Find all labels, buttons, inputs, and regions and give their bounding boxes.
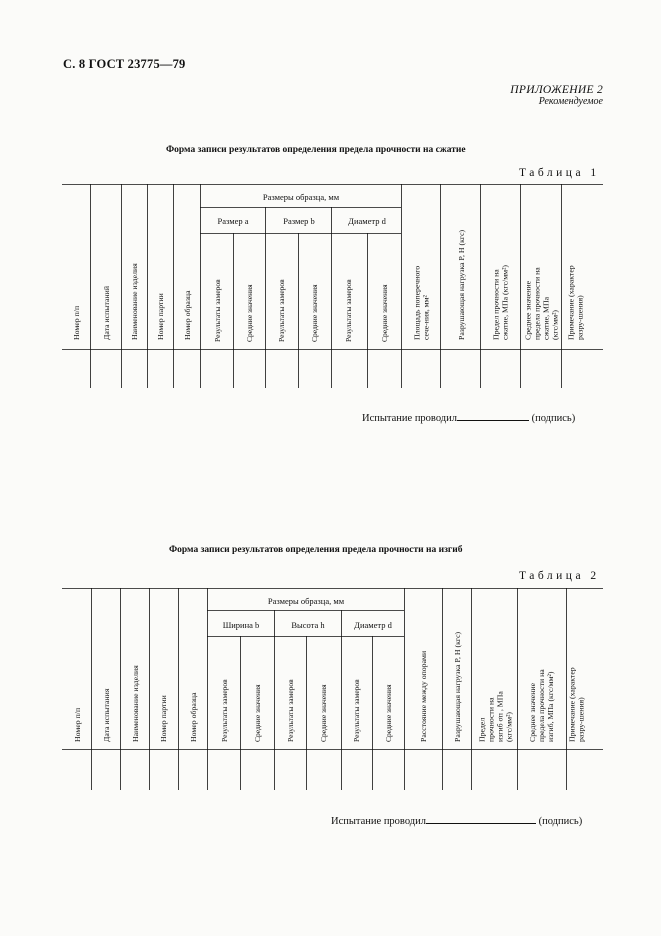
column-header: Площадь поперечногосече-ния, мм² [412, 265, 431, 340]
column-header: Дата испытаний [102, 285, 111, 340]
measure-col-header: Результаты замеров [352, 679, 361, 742]
column-header: Номер п/п [72, 305, 81, 340]
column-header: Дата испытания [102, 688, 111, 742]
subgroup-header: Размер b [283, 216, 315, 226]
column-header: Номер партии [156, 293, 165, 340]
measure-col-header: Средние значения [310, 284, 319, 342]
column-header: Предел прочности насжатие, МПа (кгс/мм²) [491, 264, 510, 340]
signature-line[interactable] [457, 411, 529, 421]
column-header: Примечание (характерразру-шения) [566, 265, 585, 340]
signature-label: Испытание проводил [331, 816, 426, 827]
appendix-block [510, 84, 603, 107]
column-header: Номер партии [159, 695, 168, 742]
page-header: С. 8 ГОСТ 23775—79 [63, 57, 186, 71]
subgroup-header: Высота h [291, 620, 325, 630]
subgroup-header: Диаметр d [348, 216, 386, 226]
table2-grid [62, 588, 603, 790]
measure-col-header: Средние значения [253, 684, 262, 742]
table2-signature [331, 814, 582, 827]
column-header: Разрушающая нагрузка P, Н (кгс) [457, 229, 466, 340]
measure-col-header: Средние значения [380, 284, 389, 342]
column-header: Разрушающая нагрузка P, Н (кгс) [453, 631, 462, 742]
table1-signature [362, 411, 575, 424]
column-header: Пределпрочности наизгиб σп , МПа(кгс/мм²) [477, 691, 514, 742]
signature-suffix: (подпись) [538, 816, 583, 827]
subgroup-header: Размер a [217, 216, 249, 226]
measure-col-header: Результаты замеров [344, 279, 353, 342]
column-header: Номер образца [189, 692, 198, 742]
column-header: Среднее значениепредела прочности насжатие, МПа(кгс/мм²) [523, 267, 560, 340]
appendix-subtitle: Рекомендуемое [538, 96, 603, 107]
measure-col-header: Результаты замеров [213, 279, 222, 342]
table1-title: Форма записи результатов определения предела прочности на сжатие [166, 145, 466, 155]
group-header: Размеры образца, мм [267, 596, 345, 606]
table2-number: Таблица 2 [519, 570, 600, 582]
subgroup-header: Диаметр d [354, 620, 392, 630]
column-header: Номер образца [183, 290, 192, 340]
appendix-title: ПРИЛОЖЕНИЕ 2 [510, 84, 603, 96]
measure-col-header: Средние значения [384, 684, 393, 742]
column-header: Наименование изделия [130, 263, 139, 340]
table1-number: Таблица 1 [519, 167, 600, 179]
signature-suffix: (подпись) [531, 413, 576, 424]
measure-col-header: Результаты замеров [277, 279, 286, 342]
group-header: Размеры образца, мм [262, 192, 340, 202]
measure-col-header: Средние значения [319, 684, 328, 742]
signature-line[interactable] [426, 814, 536, 824]
table2-title: Форма записи результатов определения предела прочности на изгиб [169, 545, 463, 555]
subgroup-header: Ширина b [222, 620, 260, 630]
column-header: Расстояние между опорами [419, 650, 428, 742]
column-header: Среднее значениепредела прочности наизгиб, МПа (кгс/мм²) [528, 669, 555, 742]
measure-col-header: Средние значения [245, 284, 254, 342]
signature-label: Испытание проводил [362, 413, 457, 424]
measure-col-header: Результаты замеров [286, 679, 295, 742]
column-header: Номер п/п [73, 707, 82, 742]
table1-grid [62, 184, 603, 388]
column-header: Наименование изделия [131, 665, 140, 742]
measure-col-header: Результаты замеров [220, 679, 229, 742]
column-header: Примечание (характерразру-шения) [567, 667, 586, 742]
